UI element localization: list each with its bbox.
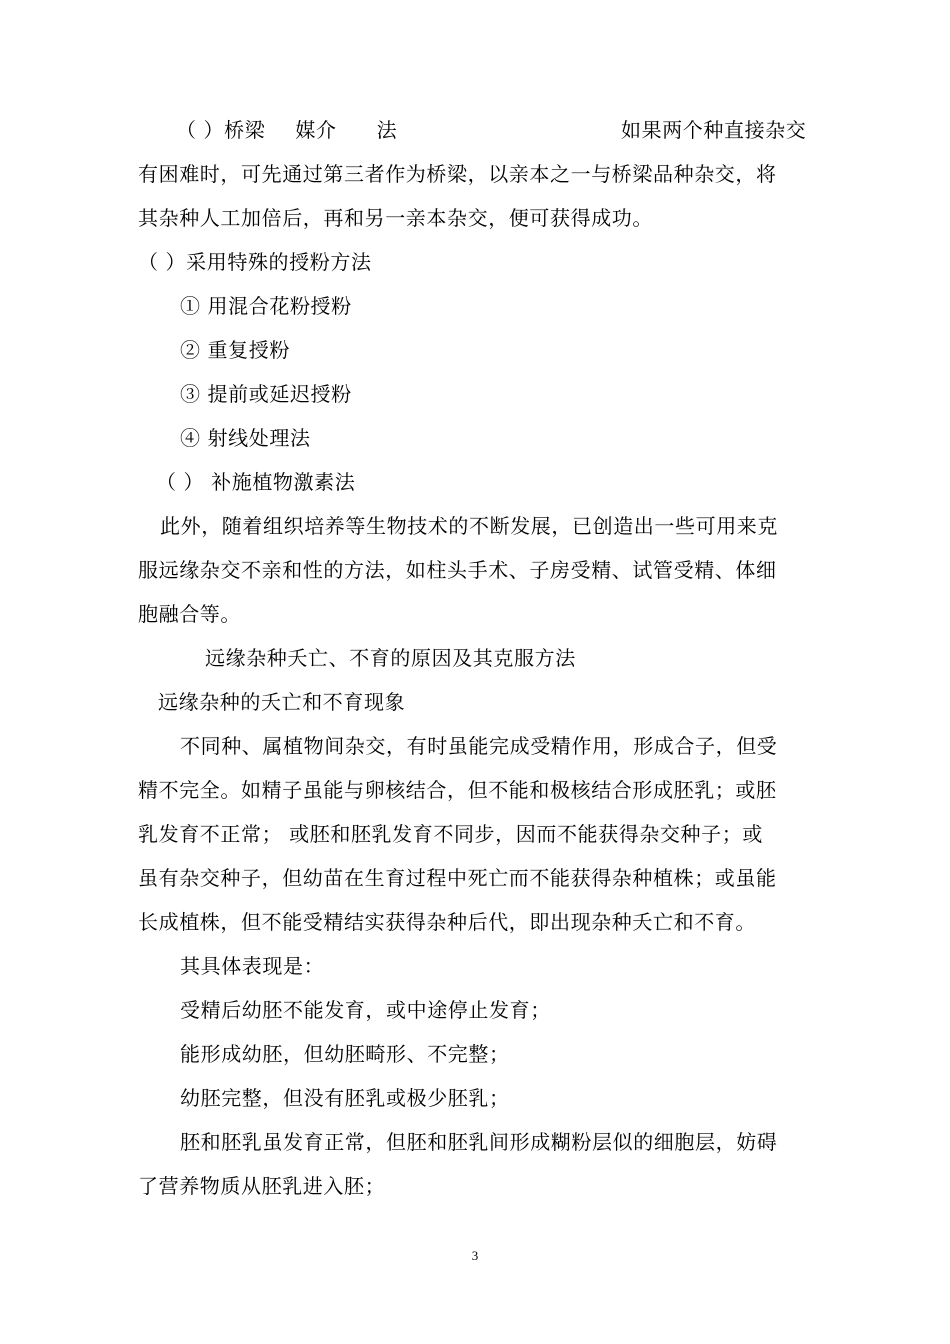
text-line: 胞融合等。 bbox=[138, 602, 241, 626]
text-line: 其杂种人工加倍后，再和另一亲本杂交，便可获得成功。 bbox=[138, 206, 653, 230]
text-line: 此外，随着组织培养等生物技术的不断发展，已创造出一些可用来克 bbox=[160, 514, 778, 538]
list-item: ④ 射线处理法 bbox=[180, 426, 311, 450]
text-line: 服远缘杂交不亲和性的方法，如柱头手术、子房受精、试管受精、体细 bbox=[138, 558, 777, 582]
text-line: 有困难时，可先通过第三者作为桥梁，以亲本之一与桥梁品种杂交，将 bbox=[138, 162, 777, 186]
text-line: 不同种、属植物间杂交，有时虽能完成受精作用，形成合子，但受 bbox=[180, 734, 778, 758]
section-title: 远缘杂种夭亡、不育的原因及其克服方法 bbox=[205, 646, 576, 670]
text-line: 其具体表现是： bbox=[180, 954, 325, 978]
heading-word: 桥梁 bbox=[224, 118, 266, 142]
sub-title: 远缘杂种的夭亡和不育现象 bbox=[158, 690, 406, 714]
section-heading-bridge bbox=[176, 116, 397, 144]
text-line: 乳发育不正常； 或胚和胚乳发育不同步，因而不能获得杂交种子；或 bbox=[138, 822, 763, 846]
section-heading-hormone: （ ） 补施植物激素法 bbox=[156, 470, 356, 494]
text-line: 长成植株，但不能受精结实获得杂种后代，即出现杂种夭亡和不育。 bbox=[138, 910, 756, 934]
list-item: ② 重复授粉 bbox=[180, 338, 290, 362]
text-line: 胚和胚乳虽发育正常，但胚和胚乳间形成糊粉层似的细胞层，妨碍 bbox=[180, 1130, 778, 1154]
text-line: 了营养物质从胚乳进入胚； bbox=[138, 1174, 386, 1198]
list-item: 能形成幼胚，但幼胚畸形、不完整； bbox=[180, 1042, 510, 1066]
page-number: 3 bbox=[471, 1248, 479, 1263]
text-line: 虽有杂交种子，但幼苗在生育过程中死亡而不能获得杂种植株；或虽能 bbox=[138, 866, 777, 890]
text-line: 如果两个种直接杂交 bbox=[621, 118, 807, 142]
list-item: 受精后幼胚不能发育，或中途停止发育； bbox=[180, 998, 551, 1022]
heading-paren: （ ） bbox=[176, 118, 225, 142]
list-item: ① 用混合花粉授粉 bbox=[180, 294, 352, 318]
heading-word: 法 bbox=[376, 118, 398, 142]
heading-word: 媒介 bbox=[295, 118, 337, 142]
list-item: 幼胚完整，但没有胚乳或极少胚乳； bbox=[180, 1086, 510, 1110]
section-heading-pollination: （ ）采用特殊的授粉方法 bbox=[138, 250, 372, 274]
list-item: ③ 提前或延迟授粉 bbox=[180, 382, 352, 406]
text-line: 精不完全。如精子虽能与卵核结合，但不能和极核结合形成胚乳；或胚 bbox=[138, 778, 777, 802]
